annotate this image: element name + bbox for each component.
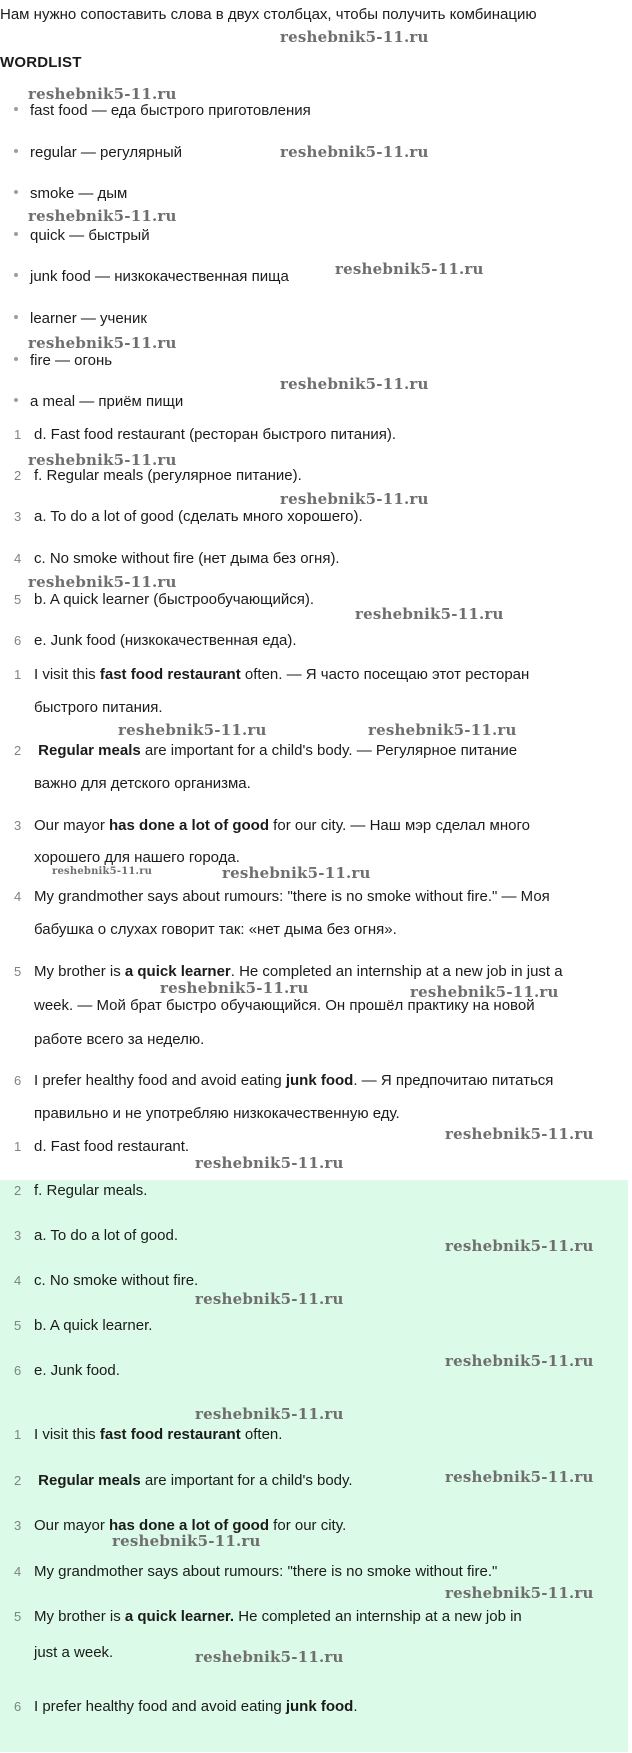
item-number: 2 [14,1473,22,1488]
sentence-item [14,1072,553,1089]
answer-text: b. A quick learner. [34,1317,153,1334]
match-item [14,426,396,443]
watermark: reshebnik5-11.ru [445,1352,594,1370]
answer-match-item [14,1182,147,1199]
sentence-text: I prefer healthy food and avoid eating [34,1072,286,1089]
item-number: 1 [14,427,22,442]
watermark: reshebnik5-11.ru [28,334,177,352]
wordlist-item-text: regular — регулярный [30,144,183,161]
answer-sentence-item [14,1472,353,1489]
item-number: 1 [14,1139,22,1154]
item-number: 5 [14,592,22,607]
item-number: 5 [14,1609,22,1624]
sentence-text: are important for a child's body. — Регулярное питание [140,742,518,759]
watermark: reshebnik5-11.ru [280,143,429,161]
wordlist-item [14,268,289,285]
item-number: 4 [14,1273,22,1288]
watermark: reshebnik5-11.ru [28,85,177,103]
watermark: reshebnik5-11.ru [28,207,177,225]
watermark: reshebnik5-11.ru [410,983,559,1001]
wordlist-item-text: fire — огонь [30,352,113,369]
bullet-icon [14,357,18,361]
item-number: 6 [14,1073,22,1088]
watermark: reshebnik5-11.ru [28,451,177,469]
match-item [14,467,302,484]
sentence-phrase: fast food restaurant [99,666,241,683]
answer-sentence-item [14,1563,497,1580]
answer-text: I visit this [34,1426,100,1443]
answer-match-item [14,1272,198,1289]
sentence-continuation: важно для детского организма. [34,775,251,792]
watermark: reshebnik5-11.ru [355,605,504,623]
sentence-item [14,666,529,683]
sentence-continuation: week. — Мой брат быстро обучающийся. Он прошёл практику на новой [34,997,535,1014]
answer-text: . [353,1698,358,1715]
answer-text: My brother is [34,1608,125,1625]
answer-text: He completed an internship at a new job in [234,1608,522,1625]
item-number: 2 [14,743,22,758]
answer-match-item [14,1362,120,1379]
sentence-text: . — Я предпочитаю питаться [353,1072,554,1089]
answer-text: Our mayor [34,1517,110,1534]
answer-text: f. Regular meals. [34,1182,148,1199]
bullet-icon [14,107,18,111]
watermark: reshebnik5-11.ru [112,1532,261,1550]
sentence-item [14,963,563,980]
bullet-icon [14,149,18,153]
bullet-icon [14,315,18,319]
sentence-item [14,742,517,759]
answer-text: d. Fast food restaurant. [34,1138,190,1155]
match-text: a. To do a lot of good (сделать много хорошего). [34,508,363,525]
sentence-continuation: бабушка о слухах говорит так: «нет дыма без огня». [34,921,397,938]
sentence-phrase: a quick learner [124,963,231,980]
intro-text: Нам нужно сопоставить слова в двух столбцах, чтобы получить комбинацию [0,6,537,23]
item-number: 5 [14,964,22,979]
answer-phrase: fast food restaurant [99,1426,241,1443]
watermark: reshebnik5-11.ru [195,1290,344,1308]
item-number: 6 [14,1363,22,1378]
watermark: reshebnik5-11.ru [280,28,429,46]
match-text: d. Fast food restaurant (ресторан быстрого питания). [34,426,397,443]
wordlist-item-text: smoke — дым [30,185,128,202]
sentence-phrase: junk food [285,1072,354,1089]
sentence-text: for our city. — Наш мэр сделал много [269,817,530,834]
item-number: 1 [14,667,22,682]
answer-text: a. To do a lot of good. [34,1227,179,1244]
watermark: reshebnik5-11.ru [118,721,267,739]
sentence-item [14,817,530,834]
wordlist-item-text: a meal — приём пищи [30,393,184,410]
sentence-text: . He completed an internship at a new job in just a [230,963,563,980]
answer-sentence-item [14,1698,358,1715]
match-item [14,591,314,608]
bullet-icon [14,273,18,277]
watermark: reshebnik5-11.ru [445,1584,594,1602]
sentence-continuation: работе всего за неделю. [34,1031,205,1048]
wordlist-item-text: quick — быстрый [30,227,150,244]
answer-phrase: junk food [285,1698,354,1715]
answer-text: c. No smoke without fire. [34,1272,199,1289]
watermark: reshebnik5-11.ru [52,866,153,877]
match-item [14,632,297,649]
watermark: reshebnik5-11.ru [28,573,177,591]
item-number: 1 [14,1427,22,1442]
watermark: reshebnik5-11.ru [222,864,371,882]
match-text: e. Junk food (низкокачественная еда). [34,632,297,649]
item-number: 4 [14,1564,22,1579]
sentence-text: My grandmother says about rumours: "there is no smoke without fire." — Моя [34,888,550,905]
match-item [14,508,363,525]
item-number: 5 [14,1318,22,1333]
answer-phrase: has done a lot of good [109,1517,270,1534]
watermark: reshebnik5-11.ru [195,1648,344,1666]
bullet-icon [14,398,18,402]
match-text: b. A quick learner (быстрообучающийся). [34,591,315,608]
answer-text: e. Junk food. [34,1362,120,1379]
item-number: 2 [14,1183,22,1198]
answer-text: often. [240,1426,283,1443]
answer-phrase: a quick learner. [124,1608,235,1625]
sentence-text: Our mayor [34,817,110,834]
wordlist-item [14,144,182,161]
wordlist-heading: WORDLIST [0,54,82,71]
wordlist-item-text: junk food — низкокачественная пища [30,268,289,285]
watermark: reshebnik5-11.ru [368,721,517,739]
sentence-phrase: has done a lot of good [109,817,270,834]
bullet-icon [14,232,18,236]
sentence-continuation: правильно и не употребляю низкокачественную еду. [34,1105,400,1122]
wordlist-item [14,310,147,327]
watermark: reshebnik5-11.ru [445,1468,594,1486]
answer-box [0,1180,628,1752]
wordlist-item [14,352,112,369]
answer-match-item [14,1317,152,1334]
item-number: 6 [14,633,22,648]
item-number: 3 [14,818,22,833]
watermark: reshebnik5-11.ru [195,1154,344,1172]
answer-text: are important for a child's body. [140,1472,353,1489]
wordlist-item-text: fast food — еда быстрого приготовления [30,102,311,119]
answer-text: for our city. [269,1517,347,1534]
item-number: 4 [14,889,22,904]
item-number: 3 [14,1518,22,1533]
match-text: f. Regular meals (регулярное питание). [34,467,302,484]
answer-phrase: Regular meals [38,1472,141,1489]
watermark: reshebnik5-11.ru [335,260,484,278]
answer-match-item [14,1138,189,1155]
watermark: reshebnik5-11.ru [445,1237,594,1255]
sentence-item [14,888,550,905]
sentence-text: often. — Я часто посещаю этот ресторан [240,666,530,683]
bullet-icon [14,190,18,194]
watermark: reshebnik5-11.ru [280,375,429,393]
sentence-text: My brother is [34,963,125,980]
wordlist-item [14,227,150,244]
match-item [14,550,340,567]
sentence-text: I visit this [34,666,100,683]
wordlist-item [14,185,127,202]
wordlist-item-text: learner — ученик [30,310,147,327]
answer-match-item [14,1227,178,1244]
answer-sentence-item [14,1426,282,1443]
answer-text: I prefer healthy food and avoid eating [34,1698,286,1715]
watermark: reshebnik5-11.ru [195,1405,344,1423]
item-number: 2 [14,468,22,483]
item-number: 6 [14,1699,22,1714]
wordlist-item [14,393,183,410]
watermark: reshebnik5-11.ru [445,1125,594,1143]
sentence-phrase: Regular meals [38,742,141,759]
watermark: reshebnik5-11.ru [160,979,309,997]
watermark: reshebnik5-11.ru [280,490,429,508]
match-text: c. No smoke without fire (нет дыма без огня). [34,550,340,567]
answer-continuation: just a week. [34,1644,114,1661]
item-number: 3 [14,509,22,524]
item-number: 4 [14,551,22,566]
sentence-continuation: быстрого питания. [34,699,163,716]
answer-sentence-item [14,1608,522,1625]
sentence-continuation: хорошего для нашего города. [34,849,240,866]
item-number: 3 [14,1228,22,1243]
wordlist-item [14,102,311,119]
answer-text: My grandmother says about rumours: "there is no smoke without fire." [34,1563,498,1580]
